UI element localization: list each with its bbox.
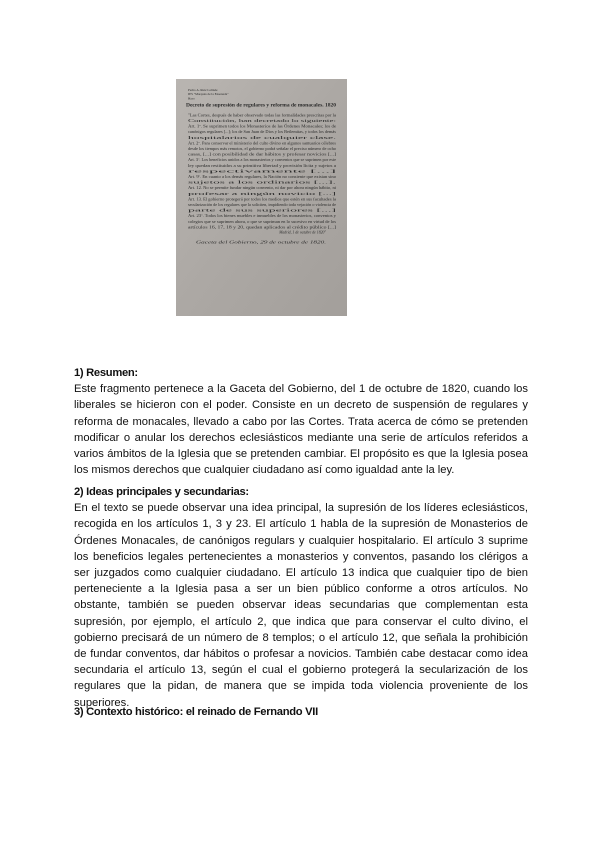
- section-heading: 1) Resumen:: [74, 367, 138, 379]
- decree-line: secularización de los regulares que la soliciten, impidiendo toda vejación o violencia de: [188, 203, 315, 207]
- decree-line: parte de sus superiores [...]: [188, 208, 336, 213]
- decree-line: colegios que se suprimen ahora, o que se supriman en lo sucesivo en virtud de los: [188, 219, 306, 224]
- decree-line: sujetos a los ordinarios [...].: [188, 180, 337, 185]
- decree-line: IES "Marqués de la Ensenada": [188, 92, 229, 97]
- decree-line: casas, [...] con posibilidad de dar hábitos y profesar novicios [...]: [188, 152, 281, 157]
- decree-line: Gaceta del Gobierno, 29 de octubre de 1820.: [196, 239, 271, 245]
- section-heading: 2) Ideas principales y secundarias:: [74, 486, 249, 498]
- decree-line: Decreto de supresión de regulares y reforma de monacales. 1820: [186, 103, 337, 109]
- decree-line: desde los tiempos más remotos, el gobierno podrá señalar el preciso número de ocho: [188, 147, 310, 151]
- decree-line: Art. 12. No se permite fundar ningún convento, ni dar por ahora ningún hábito, ni: [188, 186, 306, 191]
- section-paragraph: Este fragmento pertenece a la Gaceta del Gobierno, del 1 de octubre de 1820, cuando los liberales se hicieron con el poder. Consiste en un decreto de suspensión de regulares y reforma de monacales, llevado a cabo por las Cortes. Trata acerca de cómo se pretenden modificar o anular los derechos eclesiásticos mediante una serie de artículos referidos a varios ámbitos de la Iglesia que se pretenden cambiar. El propósito es que la Iglesia posea los mismos derechos que cualquier ciudadano así como igualdad ante la ley.: [74, 383, 528, 477]
- decree-line: Madrid, 1 de octubre de 1820": [279, 230, 326, 235]
- decree-line: Pedro A. Ruiz Lalinde: [188, 88, 218, 92]
- decree-line: profesar a ningún novicio [...]: [188, 191, 336, 196]
- decree-line: "Las Cortes, después de haber observado todas las formalidades prescritas por la: [188, 113, 304, 118]
- section-resumen: [74, 365, 528, 478]
- decree-line: Art. 1º. Se suprimen todos los Monasterios de las Órdenes Monacales; los de: [188, 124, 299, 129]
- section-heading: 3) Contexto histórico: el reinado de Fernando VII: [74, 706, 318, 718]
- section-contexto: [74, 704, 528, 720]
- decree-line: Art. 9º. En cuanto a los demás regulares, la Nación no consiente que existan sino: [188, 175, 305, 179]
- decree-line: hospitalarios de cualquier clase.: [188, 135, 337, 140]
- decree-line: respectivamente [...]: [188, 169, 336, 174]
- decree-line: Art. 2º. Para conservar el ministerio del culto divino en algunos santuarios célebres: [188, 141, 337, 146]
- decree-line: Constitución, han decretado lo siguiente:: [188, 119, 247, 123]
- decree-line: Art. 23º. Todos los bienes muebles e inmuebles de los monasterios, conventos y: [188, 214, 303, 219]
- section-paragraph: En el texto se puede observar una idea principal, la supresión de los líderes eclesiásticos, recogida en los artículos 1, 3 y 23. El artículo 1 habla de la supresión de Monasterios de Órdenes Monacales, de canónigos regulars y cualquier hospitalario. El artículo 3 suprime los beneficios legales pertenecientes a monasterios y conventos, pasando los clérigos a ser juzgados como cualquier ciudadano. El artículo 13 indica que cualquier tipo de bien perteneciente a la Iglesia pasa a ser un bien público conforme a otros artículos. No obstante, también se pueden observar ideas secundarias que complementan esta supresión, por ejemplo, el artículo 2, que indica que para conservar el culto divino, el gobierno precisará de un número de 8 templos; o el artículo 12, que señala la prohibición de fundar conventos, dar hábitos o profesar a novicios. También cabe destacar como idea secundaria el artículo 13, según el cual el gobierno protegerá la secularización de los regulares que la pidan, de manera que se impida toda violencia proveniente de los superiores.: [74, 502, 528, 709]
- decree-line: artículos 16, 17, 18 y 20, quedan aplicados al crédito público [...]: [188, 225, 282, 230]
- decree-line: Art. 3º. Los beneficios unidos a los monasterios y conventos que se suprimen por este: [188, 158, 337, 163]
- decree-line: Haro: [188, 96, 195, 101]
- decree-line: Art. 13. El gobierno protegerá por todos los medios que estén en sus facultades la: [188, 197, 337, 202]
- decree-line: canónigos regulares [...]; los de San Juan de Dios y los Betlemitas, y todos los demás: [188, 130, 311, 135]
- decree-line: ley quedan restituidos a su primitiva libertad y provisión lícita y sujetos a: [188, 163, 337, 168]
- decree-photo: [176, 79, 347, 316]
- section-ideas: [74, 484, 528, 711]
- decree-photo-svg: [176, 79, 347, 316]
